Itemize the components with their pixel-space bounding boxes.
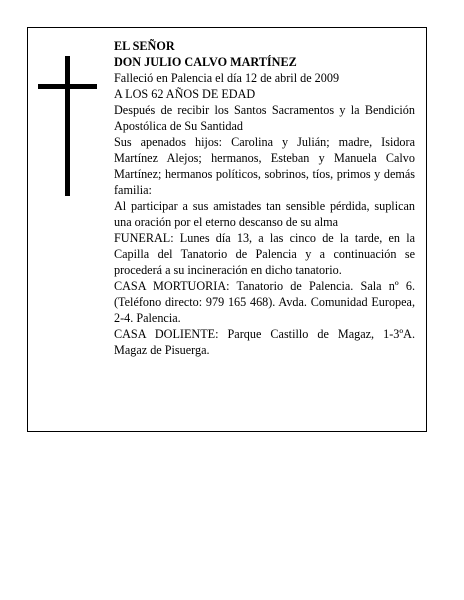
- death-statement: Falleció en Palencia el día 12 de abril de 2009: [114, 71, 340, 85]
- cross-horizontal-bar: [38, 84, 97, 89]
- cross-vertical-bar: [65, 56, 70, 196]
- family-statement: Sus apenados hijos: Carolina y Julián; madre, Isidora Martínez Alejos; hermanos, Esteban y Manuela Calvo Martínez; hermanos políticos, sobrinos, tíos, primos y demás familia:: [114, 135, 415, 197]
- obituary-text: [114, 38, 415, 358]
- obituary-title: EL SEÑOR: [114, 39, 175, 53]
- casa-doliente-info: CASA DOLIENTE: Parque Castillo de Magaz, 1-3ºA. Magaz de Pisuerga.: [114, 327, 415, 357]
- prayer-request: Al participar a sus amistades tan sensible pérdida, suplican una oración por el eterno descanso de su alma: [114, 199, 415, 229]
- sacraments-statement: Después de recibir los Santos Sacramentos y la Bendición Apostólica de Su Santidad: [114, 103, 415, 133]
- age-statement: A LOS 62 AÑOS DE EDAD: [114, 87, 256, 101]
- funeral-info: FUNERAL: Lunes día 13, a las cinco de la tarde, en la Capilla del Tanatorio de Palencia y a continuación se procederá a su incineración en dicho tanatorio.: [114, 231, 415, 277]
- deceased-name: DON JULIO CALVO MARTÍNEZ: [114, 55, 297, 69]
- casa-mortuoria-info: CASA MORTUORIA: Tanatorio de Palencia. Sala nº 6. (Teléfono directo: 979 165 468). Avda. Comunidad Europea, 2-4. Palencia.: [114, 279, 415, 325]
